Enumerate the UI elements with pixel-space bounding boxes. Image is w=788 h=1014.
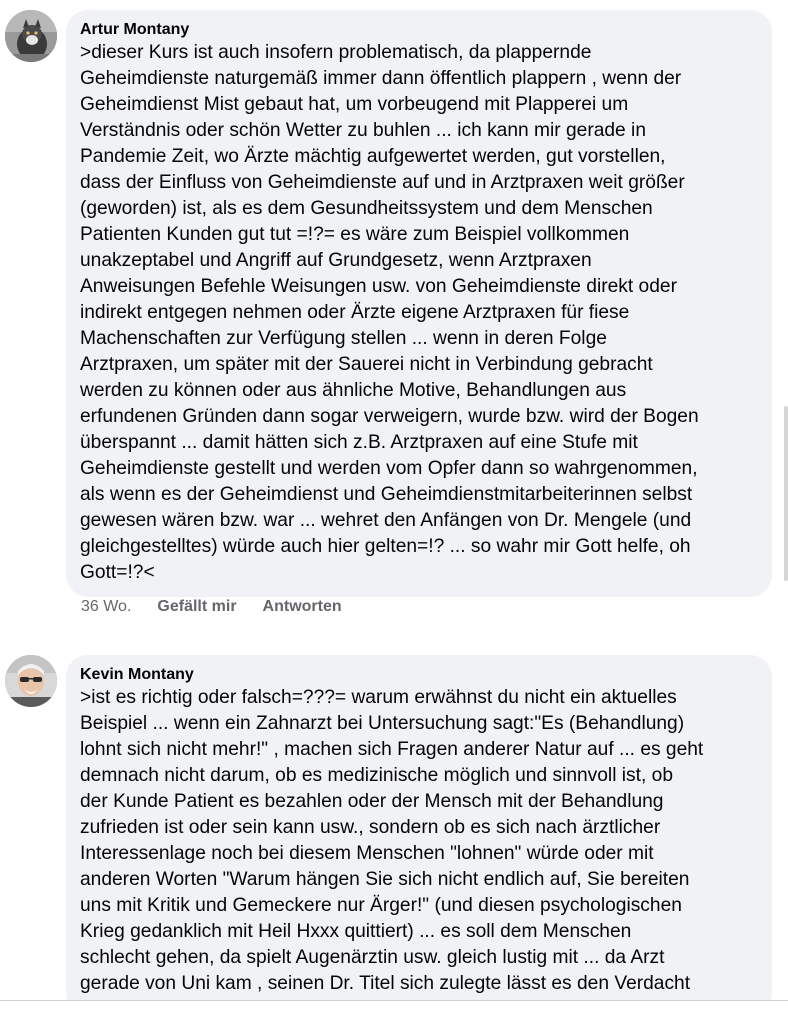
comment-actions — [81, 597, 342, 617]
bottom-bar — [0, 1001, 788, 1014]
comment-text-line: uns mit Kritik und Gemeckere nur Ärger!" (und diesen psychologischen — [80, 895, 682, 916]
comment-text-line: >ist es richtig oder falsch=???= warum erwähnst du nicht ein aktuelles — [80, 687, 677, 708]
comment-author[interactable]: Artur Montany — [80, 21, 190, 38]
comment-text-line: Interessenlage noch bei diesem Menschen "lohnen" würde oder mit — [80, 843, 654, 864]
comment-text-line: Geheimdienst Mist gebaut hat, um vorbeugend mit Plapperei um — [80, 94, 629, 115]
comment-text-line: dass der Einfluss von Geheimdienste auf und in Arztpraxen weit größer — [80, 172, 685, 193]
comment-text-line: Verständnis oder schön Wetter zu buhlen ... ich kann mir gerade in — [80, 120, 646, 141]
comment-text-line: gerade von Uni kam , seinen Dr. Titel sich zulegte lässt es den Verdacht — [80, 973, 691, 994]
scrollbar[interactable] — [784, 406, 788, 581]
comment-text-line: Arztpraxen, um später mit der Sauerei nicht in Verbindung gebracht — [80, 354, 653, 375]
comment-text-line: gewesen wären bzw. war ... wehret den Anfängen von Dr. Mengele (und — [80, 510, 692, 531]
comment-text-line: gleichgestelltes) würde auch hier gelten=!? ... so wahr mir Gott helfe, oh — [80, 536, 691, 557]
comment-text-line: unakzeptabel und Angriff auf Grundgesetz, wenn Arztpraxen — [80, 250, 592, 271]
avatar[interactable] — [5, 10, 57, 62]
comment-text-line: als wenn es der Geheimdienst und Geheimdienstmitarbeiterinnen selbst — [80, 484, 693, 505]
comment-text — [80, 40, 758, 586]
comment-text-line: zufrieden ist oder sein kann usw., sondern ob es sich nach ärztlicher — [80, 817, 661, 838]
comment-text-line: schlecht gehen, da spielt Augenärztin usw. gleich lustig mit ... da Arzt — [80, 947, 665, 968]
comment-text-line: Machenschaften zur Verfügung stellen ... wenn in deren Folge — [80, 328, 607, 349]
comment-author[interactable]: Kevin Montany — [80, 666, 194, 683]
avatar[interactable] — [5, 655, 57, 707]
comment-text-line: überspannt ... damit hätten sich z.B. Arztpraxen auf eine Stufe mit — [80, 432, 638, 453]
comment-text-line: Geheimdienste naturgemäß immer dann öffentlich plappern , wenn der — [80, 68, 682, 89]
comment-bubble — [66, 655, 772, 1014]
like-button[interactable]: Gefällt mir — [157, 598, 237, 615]
comment-text-line: Geheimdienste gestellt und werden vom Opfer dann so wahrgenommen, — [80, 458, 698, 479]
comment-text-line: Pandemie Zeit, wo Ärzte mächtig aufgewertet werden, gut vorstellen, — [80, 146, 666, 167]
comment-text-line: (geworden) ist, als es dem Gesundheitssystem und dem Menschen — [80, 198, 653, 219]
comment-text-line: werden zu können oder aus ähnliche Motive, Behandlungen aus — [80, 380, 627, 401]
comment-text-line: Anweisungen Befehle Weisungen usw. von Geheimdienste direkt oder — [80, 276, 677, 297]
comment-timestamp[interactable]: 36 Wo. — [81, 598, 132, 615]
comment-text-line: erfundenen Gründen dann sogar verweigern, wurde bzw. wird der Bogen — [80, 406, 699, 427]
comment-text-line: der Kunde Patient es bezahlen oder der Mensch mit der Behandlung — [80, 791, 664, 812]
reply-button[interactable]: Antworten — [262, 598, 342, 615]
comment-text — [80, 685, 758, 997]
comment-text-line: Gott=!?< — [80, 562, 155, 583]
comment-bubble — [66, 10, 772, 597]
comment-text-line: Beispiel ... wenn ein Zahnarzt bei Untersuchung sagt:"Es (Behandlung) — [80, 713, 685, 734]
comment-text-line: anderen Worten "Warum hängen Sie sich nicht endlich auf, Sie bereiten — [80, 869, 690, 890]
avatar-photo-person-icon — [5, 655, 57, 707]
comment-text-line: Krieg gedanklich mit Heil Hxxx quittiert) ... es soll dem Menschen — [80, 921, 632, 942]
comment-text-line: Patienten Kunden gut tut =!?= es wäre zum Beispiel vollkommen — [80, 224, 630, 245]
comment-text-line: demnach nicht darum, ob es medizinische möglich und sinnvoll ist, ob — [80, 765, 673, 786]
comment-text-line: >dieser Kurs ist auch insofern problematisch, da plappernde — [80, 42, 592, 63]
comment-text-line: indirekt entgegen nehmen oder Ärzte eigene Arztpraxen für fiese — [80, 302, 630, 323]
avatar-photo-cat-icon — [5, 10, 57, 62]
comment-text-line: lohnt sich nicht mehr!" , machen sich Fragen anderer Natur auf ... es geht — [80, 739, 704, 760]
